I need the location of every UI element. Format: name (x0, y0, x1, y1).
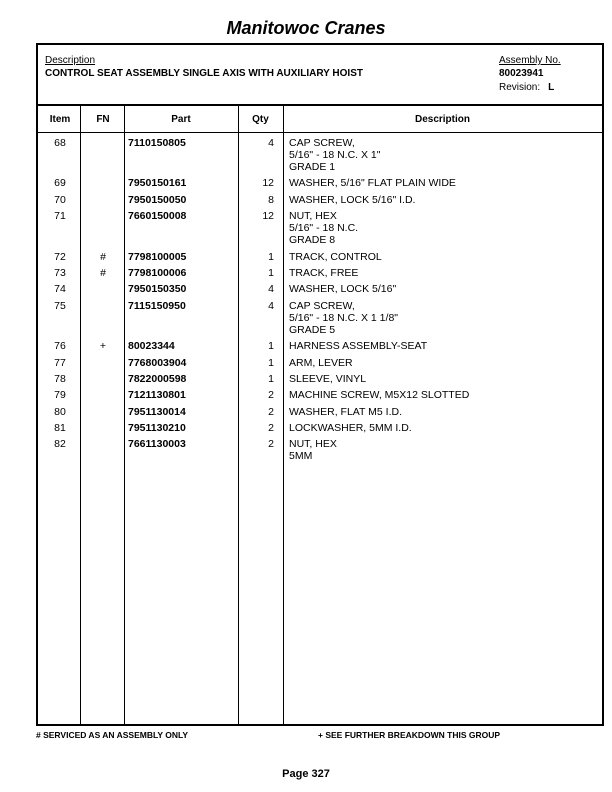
qty-cell: 4 (268, 283, 274, 296)
description-block (45, 55, 363, 79)
table-row (38, 373, 602, 389)
qty-cell: 1 (268, 250, 274, 263)
description-cell: ARM, LEVER (289, 356, 353, 369)
footnote-serviced: # SERVICED AS AN ASSEMBLY ONLY (36, 730, 189, 740)
page-title: Manitowoc Cranes (226, 18, 386, 38)
description-cell: CAP SCREW, 5/16" - 18 N.C. X 1 1/8" GRADE 5 (289, 299, 399, 336)
item-cell: 74 (54, 283, 66, 296)
part-number-cell: 7798100005 (128, 250, 187, 263)
table-body (38, 137, 602, 467)
qty-cell: 2 (268, 389, 274, 402)
description-cell: CAP SCREW, 5/16" - 18 N.C. X 1" GRADE 1 (289, 137, 381, 173)
column-header-description: Description (414, 114, 470, 125)
part-number-cell: 80023344 (128, 340, 175, 353)
item-cell: 69 (54, 177, 66, 190)
assembly-number-block (499, 55, 561, 93)
revision-label: Revision: (499, 82, 541, 93)
table-row (38, 194, 602, 210)
table-row (38, 422, 602, 438)
part-number-cell: 7951130014 (128, 405, 186, 418)
item-cell: 82 (54, 438, 66, 451)
qty-cell: 2 (268, 405, 274, 418)
column-header-fn: FN (96, 114, 110, 125)
description-cell: MACHINE SCREW, M5X12 SLOTTED (289, 389, 470, 402)
table-row (38, 438, 602, 466)
revision-value: L (548, 82, 555, 93)
column-headers (38, 106, 602, 133)
qty-cell: 12 (262, 210, 274, 223)
item-cell: 70 (54, 193, 66, 206)
part-number-cell: 7115150950 (128, 299, 186, 312)
description-cell: NUT, HEX 5MM (289, 438, 337, 463)
item-cell: 71 (54, 210, 66, 223)
description-cell: HARNESS ASSEMBLY-SEAT (289, 340, 428, 353)
part-number-cell: 7951130210 (128, 422, 186, 435)
description-label: Description (45, 55, 96, 66)
description-cell: WASHER, 5/16" FLAT PLAIN WIDE (289, 177, 456, 190)
description-cell: WASHER, FLAT M5 I.D. (289, 405, 402, 418)
table-row (38, 300, 602, 340)
qty-cell: 4 (268, 137, 274, 149)
table-row (38, 340, 602, 356)
column-header-item: Item (49, 114, 71, 125)
description-cell: LOCKWASHER, 5MM I.D. (289, 422, 412, 435)
part-number-cell: 7798100006 (128, 266, 187, 279)
description-cell: TRACK, CONTROL (289, 250, 382, 263)
table-row (38, 177, 602, 193)
table-row (38, 251, 602, 267)
column-header-part: Part (171, 114, 191, 125)
part-number-cell: 7950150161 (128, 177, 187, 190)
qty-cell: 1 (268, 356, 274, 369)
fn-cell: + (99, 340, 107, 353)
description-cell: WASHER, LOCK 5/16" I.D. (289, 193, 416, 206)
fn-cell: # (100, 250, 106, 263)
table-row (38, 210, 602, 250)
footnote-breakdown: + SEE FURTHER BREAKDOWN THIS GROUP (318, 730, 501, 740)
part-number-cell: 7950150050 (128, 193, 187, 206)
table-row (38, 357, 602, 373)
item-cell: 81 (54, 422, 66, 435)
item-cell: 80 (54, 405, 66, 418)
description-cell: WASHER, LOCK 5/16" (289, 283, 397, 296)
column-header-qty: Qty (252, 114, 269, 125)
item-cell: 77 (54, 356, 66, 369)
qty-cell: 1 (268, 372, 274, 385)
revision (499, 82, 561, 93)
description-cell: SLEEVE, VINYL (289, 372, 367, 385)
part-number-cell: 7661130003 (128, 438, 186, 451)
description-cell: NUT, HEX 5/16" - 18 N.C. GRADE 8 (289, 210, 359, 247)
qty-cell: 2 (268, 422, 274, 435)
item-cell: 75 (54, 299, 66, 312)
part-number-cell: 7768003904 (128, 356, 187, 369)
qty-cell: 12 (262, 177, 274, 190)
table-row (38, 389, 602, 405)
item-cell: 68 (54, 137, 66, 149)
part-number-cell: 7660150008 (128, 210, 187, 223)
parts-table (36, 43, 604, 726)
fn-cell: # (100, 266, 106, 279)
item-cell: 79 (54, 389, 66, 402)
table-row (38, 137, 602, 177)
assembly-label: Assembly No. (499, 55, 561, 66)
qty-cell: 8 (268, 193, 274, 206)
item-cell: 78 (54, 372, 66, 385)
part-number-cell: 7950150350 (128, 283, 187, 296)
qty-cell: 2 (268, 438, 274, 451)
page-number: Page 327 (282, 768, 330, 780)
qty-cell: 1 (268, 340, 274, 353)
table-row (38, 283, 602, 299)
qty-cell: 1 (268, 266, 274, 279)
item-cell: 76 (54, 340, 66, 353)
table-row (38, 267, 602, 283)
part-number-cell: 7110150805 (128, 137, 186, 149)
part-number-cell: 7822000598 (128, 372, 187, 385)
assembly-description: CONTROL SEAT ASSEMBLY SINGLE AXIS WITH AUXILIARY HOIST (45, 68, 363, 79)
table-row (38, 406, 602, 422)
assembly-header (38, 45, 602, 106)
item-cell: 73 (54, 266, 66, 279)
part-number-cell: 7121130801 (128, 389, 186, 402)
qty-cell: 4 (268, 299, 274, 312)
assembly-number: 80023941 (499, 68, 544, 79)
description-cell: TRACK, FREE (289, 266, 359, 279)
item-cell: 72 (54, 250, 66, 263)
